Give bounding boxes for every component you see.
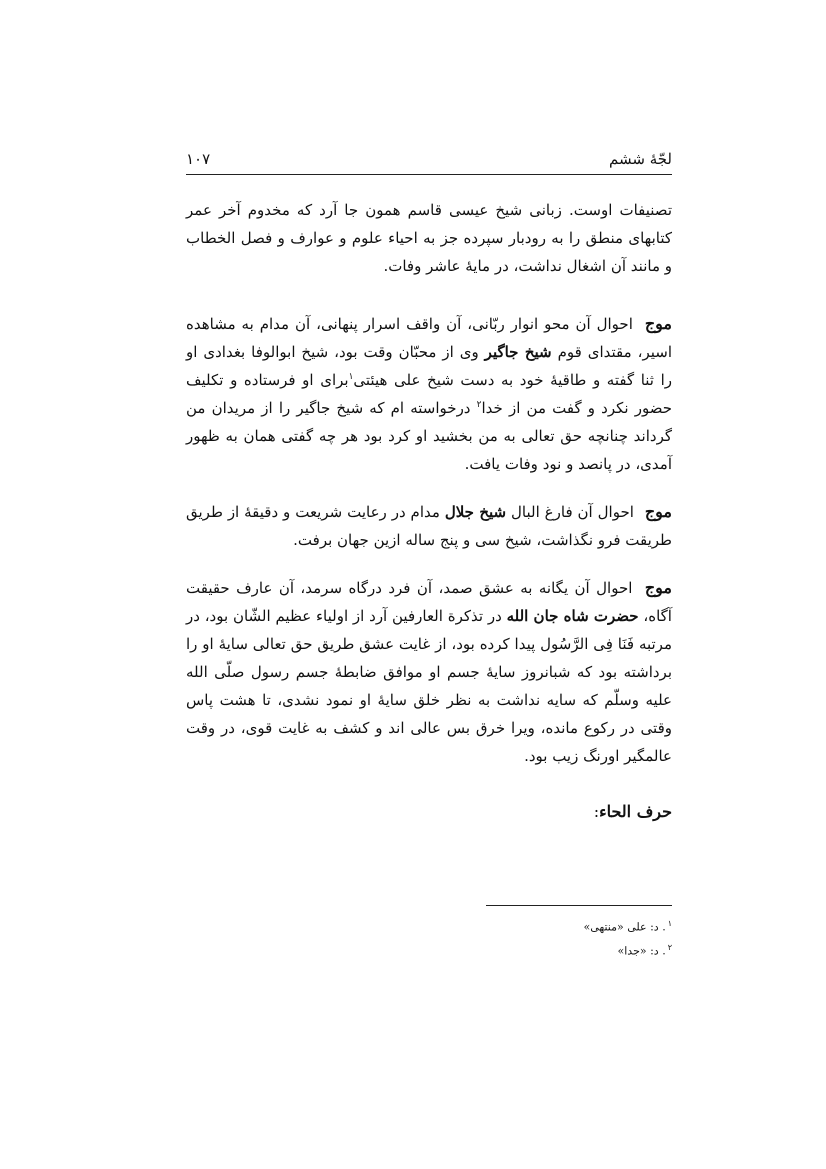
entry-paragraph (186, 574, 672, 770)
entry-text: احوال آن فارغ البال (511, 503, 634, 521)
section-heading-text: حرف الحاء (599, 802, 672, 821)
intro-text: تصنیفات اوست. زبانی شیخ عیسی قاسم همون جا آرد که مخدوم آخر عمر کتابهای منطق را به رودبار سپرده جز به احیاء علوم و عوارف و فصل الخطاب و مانند آن اشغال نداشت، در مایهٔ عاشر وفات. (186, 201, 672, 275)
footnote (386, 914, 672, 938)
section-heading (186, 798, 672, 826)
chapter-title: لجّهٔ ششم (609, 150, 672, 168)
person-name: شیخ جاگیر (484, 343, 552, 361)
running-header (186, 146, 672, 175)
footnote-reference[interactable]: ۲ (476, 400, 482, 410)
footnote-divider (486, 905, 672, 906)
entry-text: برای او فرستاده و تکلیف حضور نکرد و گفت من از خدا (186, 371, 672, 417)
entry-paragraph (186, 310, 672, 478)
page-number: ۱۰۷ (186, 150, 211, 168)
entry-keyword: موج (644, 578, 672, 597)
intro-paragraph (186, 196, 672, 280)
entry-text: مدام در رعایت شریعت و دقیقهٔ از طریق طریقت فرو نگذاشت، شیخ سی و پنج ساله ازین جهان برفت. (186, 503, 672, 549)
entry-text: درخواسته ام که شیخ جاگیر را از مریدان من گرداند چنانچه حق تعالی به من بخشید او کرد بود هر چه گفتی همان به ظهور آمدی، در پانصد و نود وفات یافت. (186, 399, 672, 473)
person-name: حضرت شاه جان الله (506, 607, 639, 625)
entry-text: وی از محبّان وقت بود، شیخ ابوالوفا بغدادی او را ثنا گفته و طاقیهٔ خود به دست شیخ علی هیئتی (186, 343, 672, 389)
entry-keyword: موج (644, 502, 672, 521)
footnote-number: ۱ (667, 919, 672, 928)
entry-keyword: موج (644, 314, 672, 333)
entry-text: احوال آن یگانه به عشق صمد، آن فرد درگاه سرمد، آن عارف حقیقت آگاه، (186, 579, 672, 625)
footnotes (386, 914, 672, 961)
person-name: شیخ جلال (444, 503, 507, 521)
section-heading-colon: : (593, 802, 600, 821)
entry-paragraph (186, 498, 672, 554)
footnote-text: . د: «جدا» (617, 944, 666, 958)
footnote (386, 938, 672, 962)
footnote-reference[interactable]: ۱ (348, 372, 354, 382)
body-text (186, 196, 672, 826)
entry-text: در تذکرة العارفین آرد از اولیاء عظیم الشّان بود، در مرتبه فَنَا فِی الرَّسُول پیدا کرده بود، از غایت عشق طریق حق تعالی سایهٔ او را برداشته بود که شبانروز سایهٔ جسم او موافق ضابطهٔ جسم رسول صلّی الله علیه وسلّم که سایه نداشت به نظر خلق سایهٔ او نمود نشدی، تا هشت پاس وقتی در رکوع مانده، ویرا خرق بس عالی اند و کشف به غایت قوی، در وقت عالمگیر اورنگ زیب بود. (186, 607, 672, 765)
footnote-text: . د: علی «منتهی» (583, 920, 666, 934)
footnote-number: ۲ (667, 942, 672, 952)
entry-text: احوال آن محو انوار ربّانی، آن واقف اسرار پنهانی، آن مدام به مشاهده اسیر، مقتدای قوم (186, 315, 672, 361)
